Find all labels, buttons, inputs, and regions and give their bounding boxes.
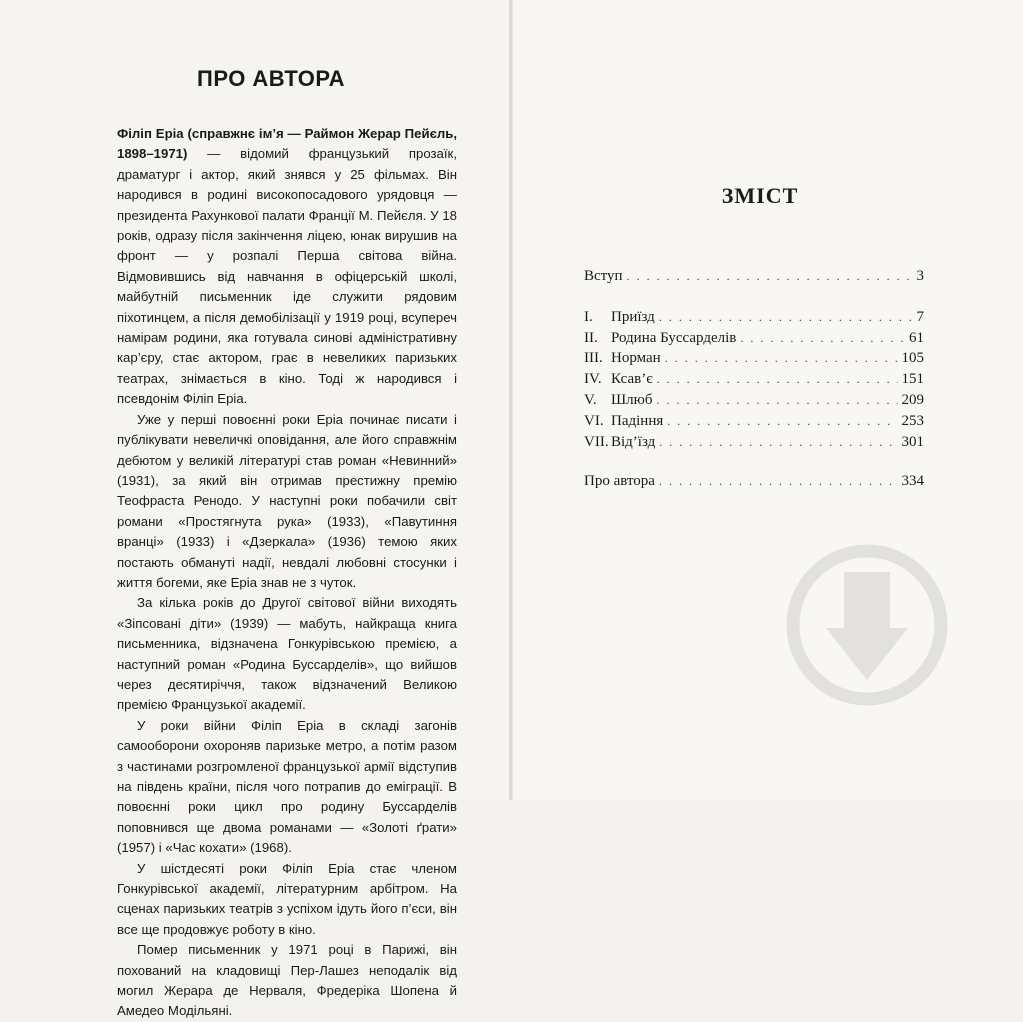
toc-spacer <box>584 289 924 309</box>
toc-chapter-number: III. <box>584 350 603 367</box>
toc-leader-dots <box>659 435 897 450</box>
toc-label: Норман <box>611 350 661 367</box>
toc-entry-about-author <box>584 473 924 494</box>
table-of-contents <box>584 268 924 494</box>
toc-leader-dots <box>627 269 913 284</box>
toc-label: Від’їзд <box>611 433 656 450</box>
toc-chapter-number: II. <box>584 329 598 346</box>
book-spine <box>509 0 513 800</box>
toc-entry-chapter-5 <box>584 392 924 413</box>
bio-paragraph-5: У шістдесяті роки Філіп Еріа стає членом Гонкурівської академії, літературним арбітром. На сценах паризьких театрів з успіхом ідуть його п’єси, він все ще продовжує роботу в кіно. <box>117 860 457 937</box>
toc-leader-dots <box>665 351 898 366</box>
bio-paragraph-3: За кілька років до Другої світової війни виходять «Зіпсовані діти» (1939) — мабуть, найкраща книга письменника, відзначена Гонкурівською премією, а наступний роман «Родина Буссарделів», що вийшов через десятиріччя, також відзначений Великою премією Французької академії. <box>117 595 457 713</box>
toc-leader-dots <box>740 331 905 346</box>
toc-chapter-number: I. <box>584 308 593 325</box>
toc-page-number: 3 <box>916 268 924 284</box>
author-biography <box>117 124 457 1022</box>
toc-page-number: 61 <box>909 329 924 346</box>
toc-entry-chapter-2 <box>584 330 924 351</box>
toc-label: Падіння <box>611 412 664 429</box>
toc-label: Приїзд <box>611 308 655 325</box>
bio-paragraph-6: Помер письменник у 1971 році в Парижі, він похований на кладовищі Пер-Лашез неподалік від могил Жерара де Нерваля, Фредеріка Шопена й Амедео Модільяні. <box>117 942 457 1019</box>
bio-paragraph-1 <box>117 124 457 410</box>
toc-chapter-number: V. <box>584 391 597 408</box>
toc-page-number: 253 <box>901 412 924 429</box>
download-arrow-icon <box>782 540 952 710</box>
toc-leader-dots <box>657 372 898 387</box>
contents-title: ЗМІСТ <box>721 183 799 208</box>
toc-leader-dots <box>656 393 897 408</box>
toc-page-number: 209 <box>901 391 924 408</box>
toc-entry-chapter-6 <box>584 413 924 434</box>
toc-page-number: 7 <box>916 308 924 325</box>
bio-paragraph-2: Уже у перші повоєнні роки Еріа починає писати і публікувати невеличкі оповідання, але його справжнім дебютом у великій літературі став роман «Невинний» (1931), за який він отримав престижну премію Теофраста Ренодо. У наступні роки побачили світ романи «Простягнута рука» (1933), «Павутиння вранці» (1933) і «Дзеркала» (1936) темою яких постають обмануті надії, невдалі любовні стосунки і життя богеми, яке Еріа знав не з чуток. <box>117 411 457 590</box>
toc-chapter-number: IV. <box>584 371 602 388</box>
toc-label: Про автора <box>584 473 655 490</box>
about-author-title: ПРО АВТОРА <box>197 66 345 91</box>
toc-leader-dots <box>667 414 897 429</box>
toc-spacer <box>584 454 924 473</box>
toc-entry-chapter-4 <box>584 371 924 392</box>
toc-page-number: 334 <box>901 473 924 490</box>
toc-page-number: 151 <box>901 371 924 388</box>
toc-leader-dots <box>659 310 913 325</box>
toc-page-number: 301 <box>901 433 924 450</box>
toc-entry-intro <box>584 268 924 289</box>
toc-entry-chapter-7 <box>584 434 924 455</box>
bio-paragraph-4: У роки війни Філіп Еріа в складі загонів самооборони охороняв паризьке метро, а потім разом з частинами розгромленої французької армії відступив на південь країни, після чого потрапив до еміграції. В повоєнні роки цикл про родину Буссарделів поповнився ще двома романами — «Золоті ґрати» (1957) і «Час кохати» (1968). <box>117 717 457 856</box>
toc-label: Ксав’є <box>611 371 653 388</box>
toc-chapter-number: VI. <box>584 412 604 429</box>
toc-entry-chapter-3 <box>584 350 924 371</box>
toc-chapter-number: VII. <box>584 433 609 450</box>
toc-page-number: 105 <box>901 350 924 367</box>
toc-entry-chapter-1 <box>584 309 924 330</box>
bio-paragraph-1-text: — відомий французький прозаїк, драматург і актор, який знявся у 25 фільмах. Він народився в родині високопосадового урядовця — президента Рахункової палати Франції М. Пейєля. У 18 років, одразу після закінчення ліцею, юнак вирушив на фронт — у розпалі Перша світова війна. Відмовившись від навчання в офіцерській школі, майбутній письменник іде служити рядовим піхотинцем, а після демобілізації у 1919 році, всупереч намірам родини, яка готувала синові адміністративну кар’єру, стає актором, грає в невеликих паризьких театрах, знімається в кіно. Тоді ж народився і псевдонім Філіп Еріа. <box>117 146 457 407</box>
toc-label: Вступ <box>584 268 623 284</box>
toc-label: Родина Буссарделів <box>611 329 737 346</box>
toc-label: Шлюб <box>611 391 653 408</box>
toc-leader-dots <box>659 474 898 489</box>
bio-lead: Філіп Еріа (справжнє ім’я — Раймон Жерар Пейєль, 1898–1971) <box>117 126 457 162</box>
